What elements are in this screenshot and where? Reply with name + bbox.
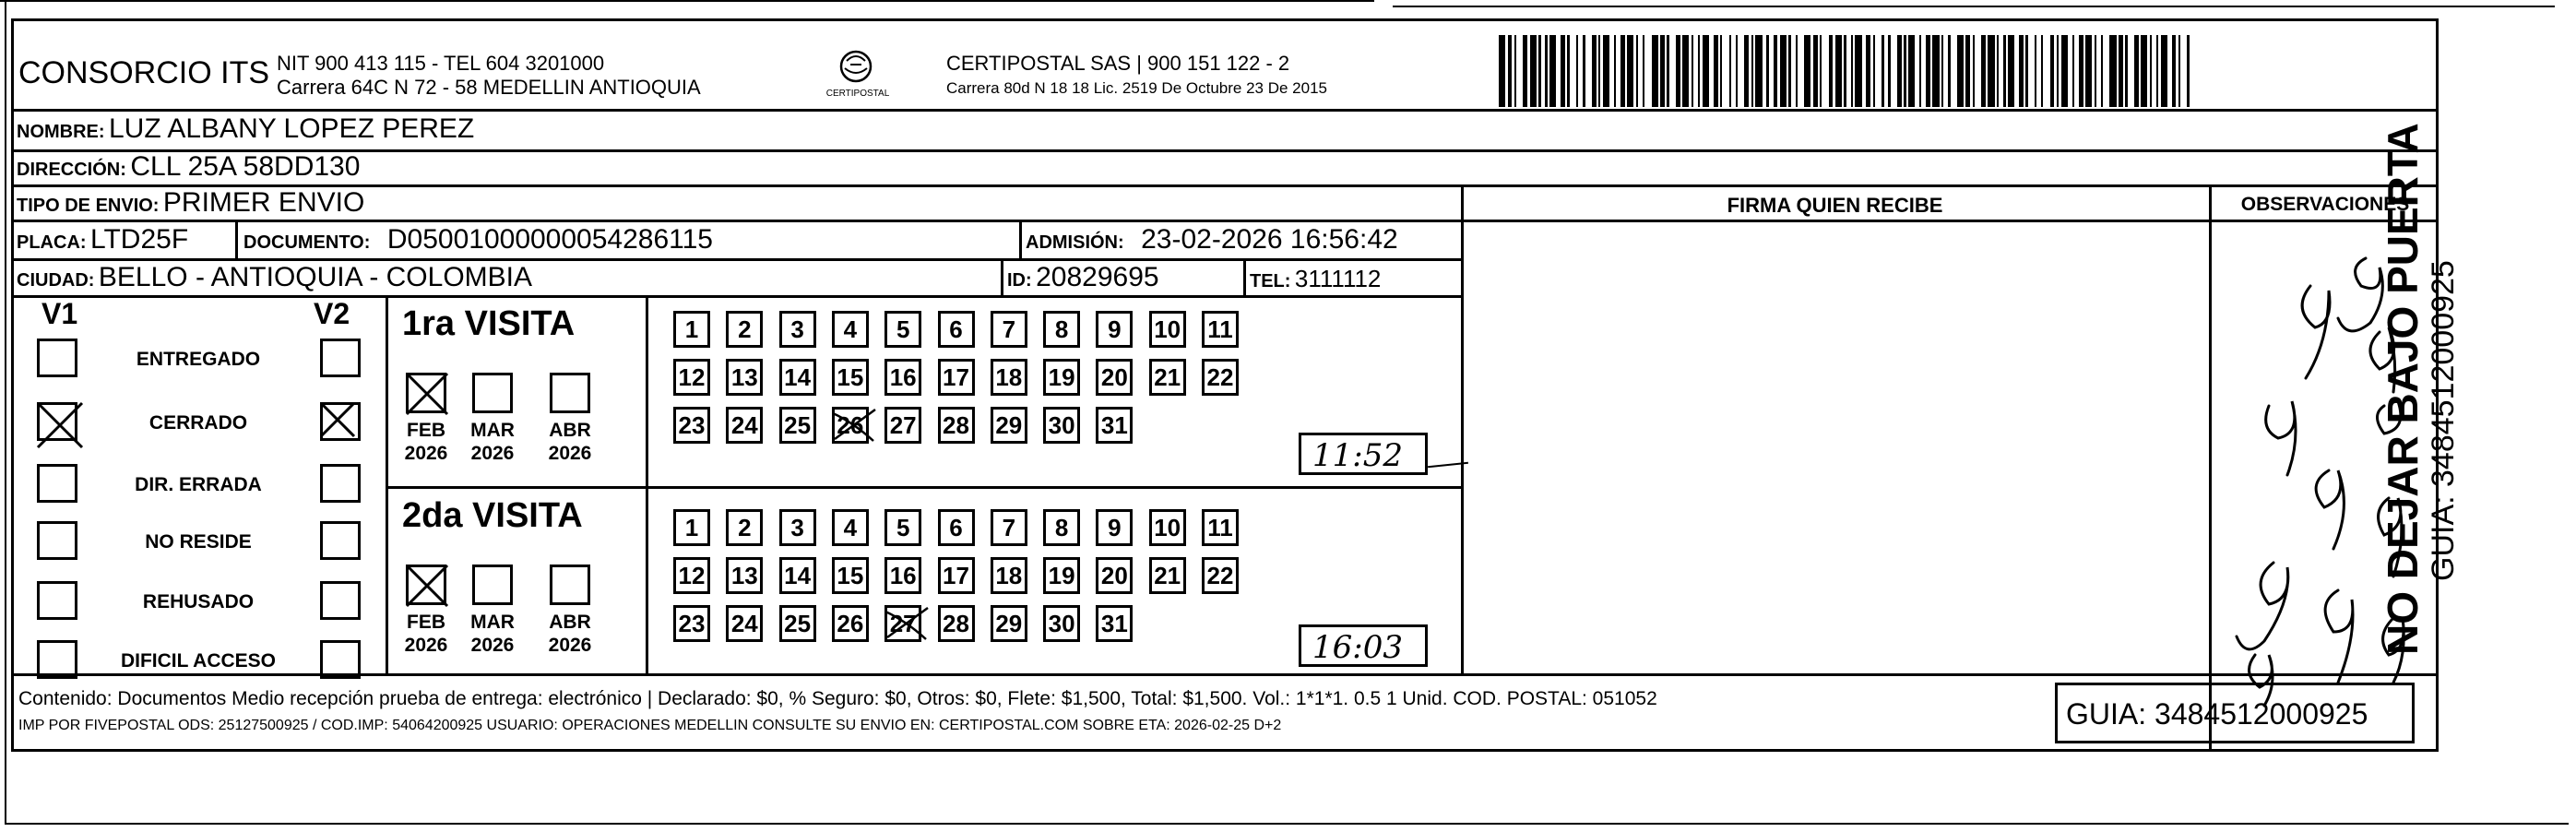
month-checkbox[interactable]: [550, 565, 590, 605]
barcode-bar: [1855, 35, 1861, 107]
barcode-bar: [2172, 35, 2177, 107]
name-label: NOMBRE:: [17, 122, 105, 142]
day-box[interactable]: 24: [726, 605, 763, 642]
visit-separator: [386, 486, 1461, 489]
status-right-line: [386, 295, 388, 673]
barcode-bar: [2125, 35, 2127, 107]
company-address: Carrera 64C N 72 - 58 MEDELLIN ANTIOQUIA: [277, 76, 701, 99]
barcode-bar: [1804, 35, 1810, 107]
day-box[interactable]: 31: [1096, 605, 1133, 642]
barcode-bar: [1941, 35, 1943, 107]
day-box[interactable]: 24: [726, 407, 763, 444]
admission-value: 23-02-2026 16:56:42: [1141, 224, 1398, 255]
day-box[interactable]: 9: [1096, 311, 1133, 348]
day-box[interactable]: 22: [1202, 557, 1239, 594]
barcode-bar: [2019, 35, 2024, 107]
v1-checkbox[interactable]: [37, 464, 77, 503]
year-label: 2026: [404, 635, 448, 656]
day-box[interactable]: 5: [884, 509, 921, 546]
barcode-bar: [2101, 35, 2103, 107]
first-visit-title: 1ra VISITA: [402, 304, 576, 343]
barcode-bar: [2050, 35, 2055, 107]
barcode-bar: [1919, 35, 1921, 107]
visits-divider: [646, 295, 648, 673]
no-dejar-bajo-puerta: NO DEJAR BAJO PUERTA: [2379, 123, 2427, 655]
left-frame-line: [5, 0, 6, 825]
admission-divider: [1019, 220, 1022, 258]
v1-label: V1: [42, 297, 78, 330]
barcode-bar: [2187, 35, 2189, 107]
barcode-bar: [1813, 35, 1818, 107]
tel-label: TEL:: [1250, 271, 1291, 291]
year-label: 2026: [548, 443, 592, 464]
barcode-bar: [1755, 35, 1762, 107]
day-box[interactable]: 31: [1096, 407, 1133, 444]
barcode-bar: [2109, 35, 2116, 107]
plate-value: LTD25F: [90, 224, 189, 255]
day-cross-icon: [882, 604, 930, 645]
barcode-bar: [1598, 35, 1600, 107]
day-box[interactable]: 17: [938, 557, 975, 594]
barcode-bar: [1751, 35, 1753, 107]
barcode-bar: [1592, 35, 1597, 107]
v2-checkbox[interactable]: [320, 581, 361, 620]
day-box[interactable]: 8: [1043, 311, 1080, 348]
day-box[interactable]: 28: [938, 605, 975, 642]
day-box[interactable]: 15: [832, 557, 869, 594]
tel-row: [1250, 265, 1381, 293]
type-label: TIPO DE ENVIO:: [17, 196, 160, 216]
barcode-bar: [1997, 35, 1999, 107]
sign-label: FIRMA QUIEN RECIBE: [1727, 194, 1943, 217]
barcode-bar: [1538, 35, 1540, 107]
barcode-bar: [1851, 35, 1853, 107]
row-line-1: [11, 149, 2439, 152]
year-label: 2026: [470, 443, 515, 464]
certipostal-address: Carrera 80d N 18 18 Lic. 2519 De Octubre 23 De 2015: [946, 79, 1327, 97]
day-box[interactable]: 3: [779, 509, 816, 546]
day-box[interactable]: 14: [779, 359, 816, 396]
v2-checkbox[interactable]: [320, 339, 361, 377]
barcode-bar: [1973, 35, 1975, 107]
day-box[interactable]: 18: [991, 359, 1027, 396]
v1-checkbox[interactable]: [37, 521, 77, 560]
status-label: ENTREGADO: [136, 349, 261, 370]
v1-checkbox[interactable]: [37, 402, 77, 441]
x-mark-icon: [403, 370, 451, 418]
barcode-bar: [2085, 35, 2092, 107]
day-box[interactable]: 1: [673, 311, 710, 348]
plate-row: [17, 224, 188, 256]
barcode-bar: [1720, 35, 1722, 107]
row-line-2: [11, 184, 2439, 187]
doc-label: DOCUMENTO:: [243, 232, 371, 253]
barcode-bar: [1620, 35, 1625, 107]
barcode-bar: [1530, 35, 1537, 107]
company-nit: NIT 900 413 115 - TEL 604 3201000: [277, 52, 605, 75]
footer-guia: GUIA: 3484512000925: [2066, 697, 2368, 731]
barcode-bar: [2150, 35, 2152, 107]
day-box[interactable]: 16: [884, 557, 921, 594]
type-row: [17, 187, 364, 219]
year-label: 2026: [548, 635, 592, 656]
day-box[interactable]: 28: [938, 407, 975, 444]
day-box[interactable]: 13: [726, 359, 763, 396]
certipostal-nit: CERTIPOSTAL SAS | 900 151 122 - 2: [946, 52, 1290, 75]
status-label: DIFICIL ACCESO: [120, 650, 276, 672]
barcode-bar: [1514, 35, 1516, 107]
day-box[interactable]: 30: [1043, 407, 1080, 444]
barcode-bar: [2095, 35, 2096, 107]
v1-checkbox[interactable]: [37, 339, 77, 377]
day-box[interactable]: 26: [832, 605, 869, 642]
barcode-bar: [1926, 35, 1930, 107]
day-box[interactable]: 11: [1202, 509, 1239, 546]
obs-label: OBSERVACIONES: [2240, 194, 2410, 215]
barcode-bar: [2072, 35, 2074, 107]
day-box[interactable]: 9: [1096, 509, 1133, 546]
header-divider: [11, 109, 2439, 112]
month-label: FEB: [407, 612, 445, 633]
barcode-bar: [1667, 35, 1668, 107]
day-box[interactable]: 2: [726, 509, 763, 546]
month-checkbox[interactable]: [550, 373, 590, 413]
day-box[interactable]: 1: [673, 509, 710, 546]
year-label: 2026: [470, 635, 515, 656]
day-box[interactable]: 25: [779, 605, 816, 642]
barcode-bar: [1523, 35, 1527, 107]
v2-checkbox[interactable]: [320, 521, 361, 560]
name-value: LUZ ALBANY LOPEZ PEREZ: [109, 113, 475, 144]
month-label: ABR: [549, 420, 591, 441]
barcode-bar: [1908, 35, 1915, 107]
month-checkbox[interactable]: [472, 565, 513, 605]
day-box[interactable]: 21: [1149, 359, 1186, 396]
day-box[interactable]: 3: [779, 311, 816, 348]
barcode-bar: [1873, 35, 1875, 107]
day-box[interactable]: 16: [884, 359, 921, 396]
barcode-bar: [1882, 35, 1883, 107]
barcode-bar: [1567, 35, 1569, 107]
day-box[interactable]: 20: [1096, 359, 1133, 396]
barcode-bar: [2057, 35, 2059, 107]
tel-divider: [1243, 258, 1246, 295]
day-box[interactable]: 12: [673, 557, 710, 594]
day-box[interactable]: 27: [884, 407, 921, 444]
barcode-bar: [1932, 35, 1939, 107]
barcode-bar: [1888, 35, 1890, 107]
day-box[interactable]: 20: [1096, 557, 1133, 594]
day-box[interactable]: 6: [938, 509, 975, 546]
barcode-bar: [1676, 35, 1680, 107]
barcode-bar: [2156, 35, 2158, 107]
barcode-bar: [1627, 35, 1633, 107]
month-label: ABR: [549, 612, 591, 633]
admission-label: ADMISIÓN:: [1026, 232, 1124, 253]
barcode-bar: [2178, 35, 2180, 107]
barcode-bar: [1796, 35, 1798, 107]
barcode-bar: [1736, 35, 1738, 107]
city-row: [17, 262, 532, 293]
id-row: [1007, 262, 1159, 293]
type-value: PRIMER ENVIO: [162, 187, 365, 218]
month-label: FEB: [407, 420, 445, 441]
second-visit-time-box: [1299, 624, 1428, 667]
barcode-bar: [1603, 35, 1609, 107]
day-box[interactable]: 7: [991, 311, 1027, 348]
day-box[interactable]: 17: [938, 359, 975, 396]
status-label: NO RESIDE: [145, 531, 252, 553]
company-name: CONSORCIO ITS: [18, 55, 270, 90]
day-box[interactable]: 27: [884, 605, 921, 642]
bottom-frame-line: [5, 823, 2569, 825]
footer-line2: IMP POR FIVEPOSTAL ODS: 25127500925 / COD.IMP: 54064200925 USUARIO: OPERACIONES MEDELLIN CONSULTE SU ENVIO EN: CERTIPOSTAL.COM SOBRE ETA: 2026-02-25 D+2: [18, 718, 1282, 733]
year-label: 2026: [404, 443, 448, 464]
barcode-bar: [2141, 35, 2147, 107]
v2-checkbox[interactable]: [320, 464, 361, 503]
first-visit-time-box: [1299, 433, 1428, 475]
barcode-bar: [1549, 35, 1556, 107]
day-box[interactable]: 4: [832, 311, 869, 348]
footer-line1: Contenido: Documentos Medio recepción prueba de entrega: electrónico | Declarado: $0, % Seguro: $0, Otros: $0, Flete: $1,500, Total: $1,500. Vol.: 1*1*1. 0.5 1 Unid. COD. POSTAL: 051052: [18, 688, 1657, 709]
x-mark-icon: [317, 399, 358, 440]
barcode-bar: [1729, 35, 1731, 107]
name-row: [17, 113, 474, 145]
day-box[interactable]: 25: [779, 407, 816, 444]
barcode-bar: [1682, 35, 1689, 107]
status-label: REHUSADO: [142, 591, 255, 612]
id-label: ID:: [1007, 270, 1032, 291]
day-box[interactable]: 10: [1149, 311, 1186, 348]
day-box[interactable]: 22: [1202, 359, 1239, 396]
month-label: MAR: [470, 612, 515, 633]
id-divider: [1001, 258, 1003, 295]
barcode-bar: [2008, 35, 2014, 107]
barcode-bar: [1820, 35, 1822, 107]
day-box[interactable]: 10: [1149, 509, 1186, 546]
v2-label: V2: [314, 297, 350, 330]
plate-divider: [235, 220, 238, 258]
row-line-5: [11, 295, 1461, 298]
day-box[interactable]: 4: [832, 509, 869, 546]
barcode-bar: [1636, 35, 1638, 107]
barcode-bar: [1499, 35, 1505, 107]
top-frame-line-right: [1393, 6, 2555, 7]
barcode-bar: [1948, 35, 1950, 107]
second-visit-title: 2da VISITA: [402, 496, 583, 535]
barcode-bar: [2035, 35, 2036, 107]
address-row: [17, 151, 360, 183]
tel-value: 3111112: [1294, 265, 1382, 292]
barcode-bar: [2161, 35, 2167, 107]
day-box[interactable]: 5: [884, 311, 921, 348]
month-checkbox[interactable]: [472, 373, 513, 413]
admission-row: [1026, 224, 1398, 256]
id-value: 20829695: [1036, 262, 1159, 292]
address-label: DIRECCIÓN:: [17, 160, 126, 180]
barcode-bar: [1714, 35, 1718, 107]
address-value: CLL 25A 58DD130: [130, 151, 361, 182]
barcode-bar: [1698, 35, 1700, 107]
x-mark-icon: [34, 399, 86, 451]
status-label: CERRADO: [148, 412, 248, 434]
barcode-bar: [2079, 35, 2083, 107]
day-box[interactable]: 15: [832, 359, 869, 396]
status-label: DIR. ERRADA: [135, 474, 262, 495]
barcode-bar: [1788, 35, 1790, 107]
day-box[interactable]: 23: [673, 407, 710, 444]
barcode-bar: [1583, 35, 1585, 107]
day-box[interactable]: 18: [991, 557, 1027, 594]
barcode-bar: [1614, 35, 1616, 107]
barcode-bar: [1981, 35, 1986, 107]
day-box[interactable]: 23: [673, 605, 710, 642]
barcode-bar: [1508, 35, 1513, 107]
barcode-bar: [1744, 35, 1749, 107]
v1-checkbox[interactable]: [37, 581, 77, 620]
day-box[interactable]: 19: [1043, 557, 1080, 594]
barcode-bar: [1780, 35, 1787, 107]
barcode-bar: [1829, 35, 1834, 107]
barcode-bar: [1692, 35, 1693, 107]
barcode-bar: [1988, 35, 1994, 107]
barcode-bar: [1703, 35, 1709, 107]
day-box[interactable]: 2: [726, 311, 763, 348]
barcode-bar: [1561, 35, 1565, 107]
day-box[interactable]: 21: [1149, 557, 1186, 594]
side-guia: GUIA: 3484512000925: [2426, 260, 2461, 581]
barcode-bar: [1766, 35, 1768, 107]
day-box[interactable]: 19: [1043, 359, 1080, 396]
barcode-bar: [1866, 35, 1870, 107]
barcode-bar: [1965, 35, 1970, 107]
barcode-bar: [1545, 35, 1547, 107]
barcode-bar: [1652, 35, 1658, 107]
obs-left-line: [2209, 184, 2212, 752]
barcode-bar: [2025, 35, 2027, 107]
barcode-bar: [1660, 35, 1665, 107]
day-box[interactable]: 11: [1202, 311, 1239, 348]
second-visit-time: 16:03: [1312, 629, 1403, 666]
barcode-bar: [1576, 35, 1578, 107]
day-box[interactable]: 14: [779, 557, 816, 594]
day-cross-icon: [829, 406, 877, 446]
doc-value: D05001000000054286115: [386, 224, 713, 255]
month-checkbox[interactable]: [406, 565, 446, 605]
barcode-bar: [1897, 35, 1902, 107]
barcode-bar: [2119, 35, 2123, 107]
city-value: BELLO - ANTIOQUIA - COLOMBIA: [98, 262, 533, 292]
barcode-bar: [2041, 35, 2043, 107]
month-label: MAR: [470, 420, 515, 441]
top-frame-line: [0, 0, 1374, 2]
doc-row: [243, 224, 713, 256]
barcode-bar: [1844, 35, 1846, 107]
day-box[interactable]: 26: [832, 407, 869, 444]
barcode-bar: [1774, 35, 1778, 107]
day-box[interactable]: 13: [726, 557, 763, 594]
barcode-bar: [2134, 35, 2139, 107]
row-line-3: [11, 220, 2439, 222]
barcode-bar: [1643, 35, 1644, 107]
barcode-bar: [1904, 35, 1905, 107]
month-checkbox[interactable]: [406, 373, 446, 413]
v2-checkbox[interactable]: [320, 402, 361, 441]
city-label: CIUDAD:: [17, 270, 95, 291]
barcode-bar: [2061, 35, 2068, 107]
day-box[interactable]: 12: [673, 359, 710, 396]
day-box[interactable]: 29: [991, 407, 1027, 444]
barcode: [1499, 35, 2190, 107]
day-box[interactable]: 7: [991, 509, 1027, 546]
certipostal-logo-text: CERTIPOSTAL: [825, 89, 890, 99]
barcode-bar: [1835, 35, 1842, 107]
day-box[interactable]: 8: [1043, 509, 1080, 546]
barcode-bar: [1957, 35, 1964, 107]
x-mark-icon: [403, 562, 451, 610]
plate-label: PLACA:: [17, 232, 87, 253]
barcode-bar: [2003, 35, 2005, 107]
first-visit-time: 11:52: [1312, 437, 1403, 474]
day-box[interactable]: 6: [938, 311, 975, 348]
day-box[interactable]: 29: [991, 605, 1027, 642]
sign-left-line: [1461, 184, 1464, 673]
footer-divider: [11, 673, 2439, 676]
day-box[interactable]: 30: [1043, 605, 1080, 642]
